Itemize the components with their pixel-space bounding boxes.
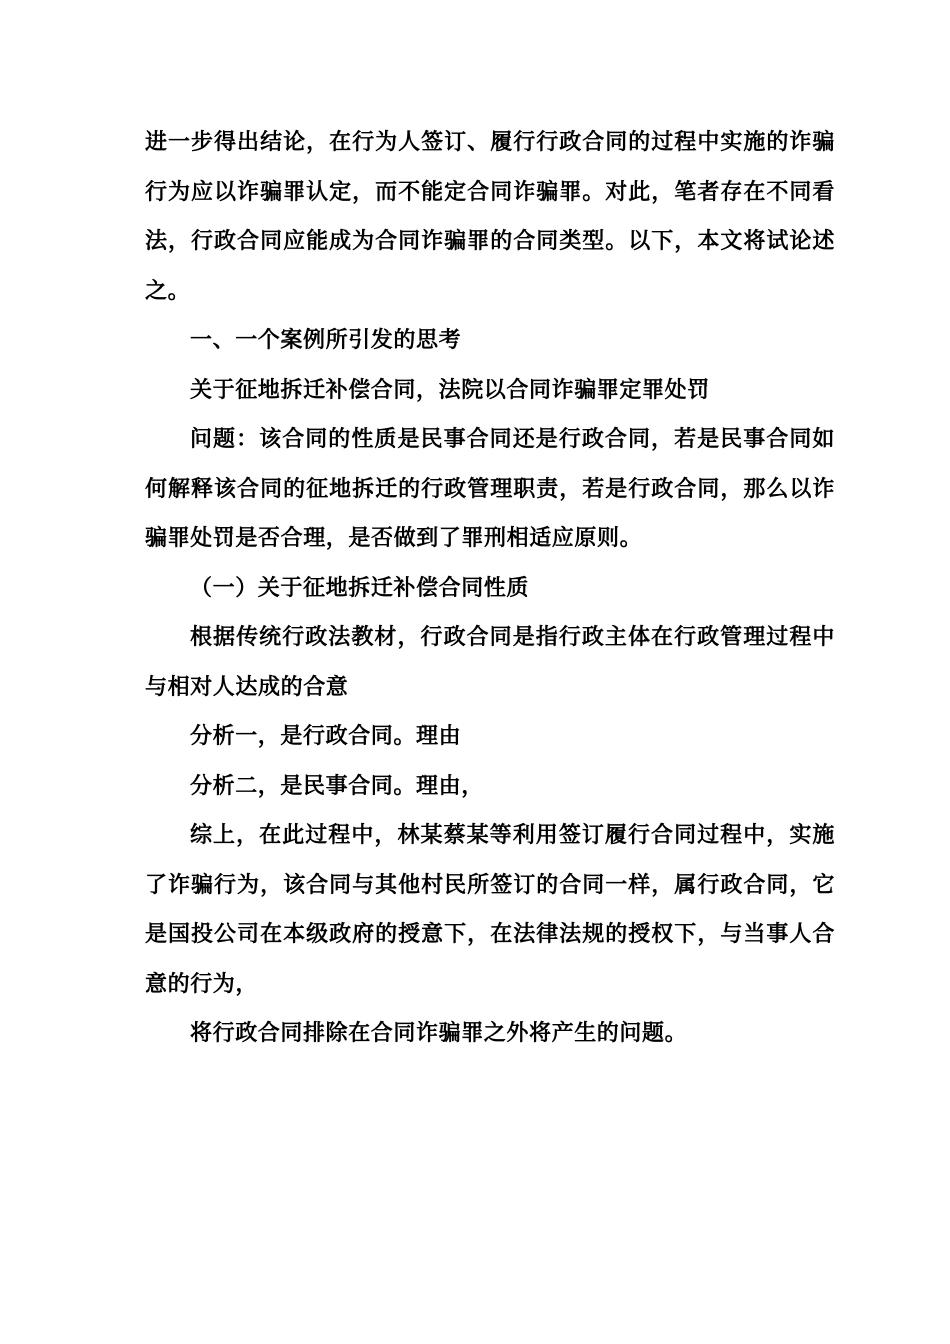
paragraph-analysis-one: 分析一，是行政合同。理由 [190,724,462,749]
paragraph-conclusion: 进一步得出结论，在行为人签订、履行行政合同的过程中实施的诈骗行为应以诈骗罪认定，而不能定合同诈骗罪。对此，笔者存在不同看法，行政合同应能成为合同诈骗罪的合同类型。以下，本文将试论述之。 [145,130,835,304]
document-body [145,118,835,1059]
paragraph-case-summary: 关于征地拆迁补偿合同，法院以合同诈骗罪定罪处罚 [190,377,710,403]
paragraph-summary: 综上，在此过程中，林某蔡某等利用签订履行合同过程中，实施了诈骗行为，该合同与其他村民所签订的合同一样，属行政合同，它是国投公司在本级政府的授意下，在法律法规的授权下，与当事人合意的行为， [145,823,835,997]
subsection-heading-nature: （一）关于征地拆迁补偿合同性质 [190,575,530,601]
paragraph-analysis-two: 分析二，是民事合同。理由， [190,773,484,799]
section-heading-case: 一、一个案例所引发的思考 [190,328,462,353]
paragraph-question: 问题：该合同的性质是民事合同还是行政合同，若是民事合同如何解释该合同的征地拆迁的行政管理职责，若是行政合同，那么以诈骗罪处罚是否合理，是否做到了罪刑相适应原则。 [145,427,835,551]
paragraph-definition: 根据传统行政法教材，行政合同是指行政主体在行政管理过程中与相对人达成的合意 [145,625,835,700]
paragraph-problem: 将行政合同排除在合同诈骗罪之外将产生的问题。 [190,1021,688,1046]
